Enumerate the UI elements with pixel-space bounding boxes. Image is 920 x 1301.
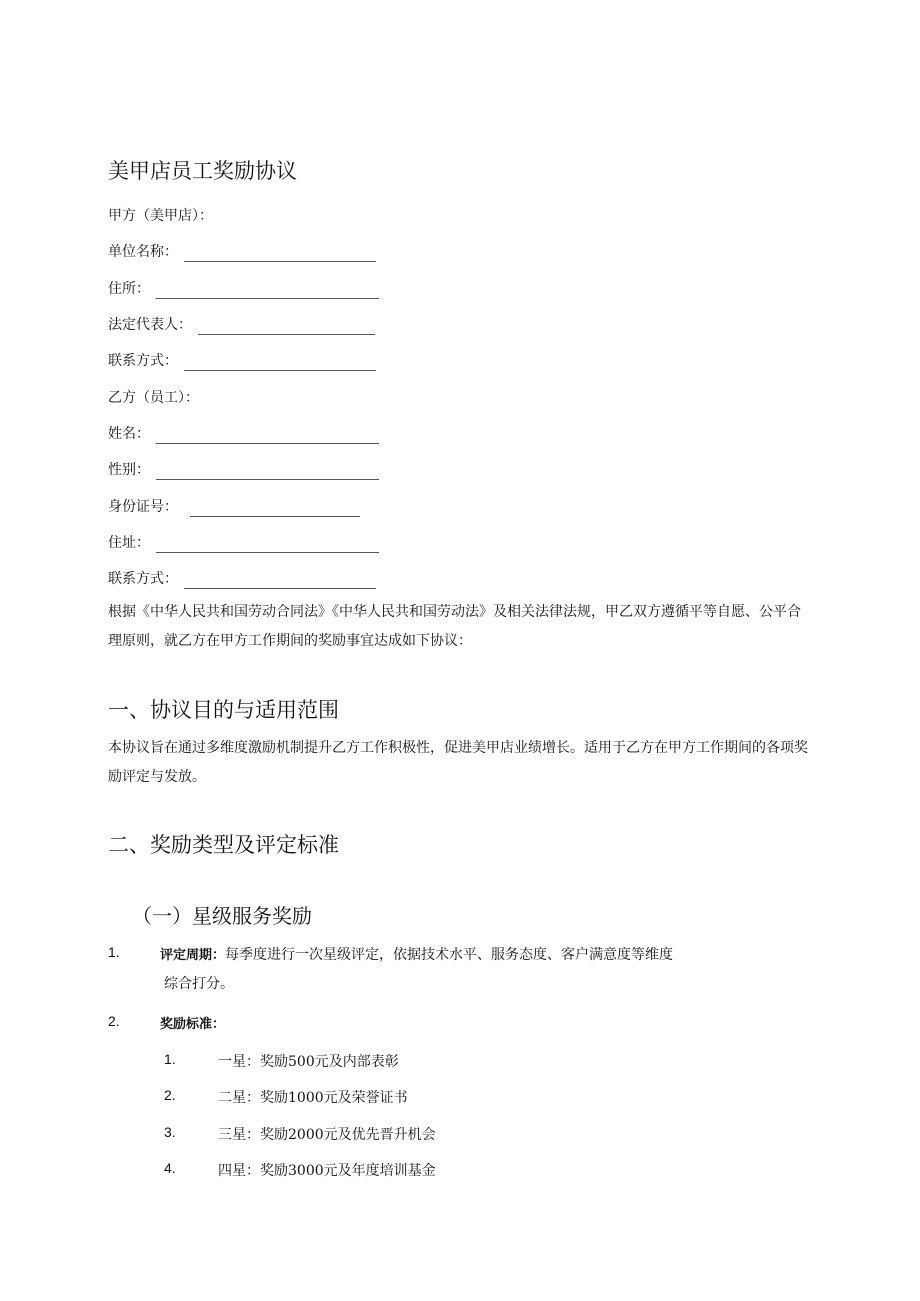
party-b-name-field	[108, 424, 379, 444]
item-text: 每季度进行一次星级评定，依据技术水平、服务态度、客户满意度等维度	[225, 947, 674, 963]
list-item	[108, 1013, 120, 1030]
section-2-heading: 二、奖励类型及评定标准	[108, 833, 339, 857]
fill-line[interactable]	[184, 356, 376, 371]
field-label: 身份证号：	[108, 499, 178, 515]
level-text: 四星：奖励3000元及年度培训基金	[218, 1163, 436, 1179]
level-number: 2.	[164, 1087, 176, 1103]
field-label: 联系方式：	[108, 571, 178, 587]
field-label: 姓名：	[108, 426, 150, 442]
field-label: 联系方式：	[108, 353, 178, 369]
fill-line[interactable]	[156, 284, 379, 299]
section-1-heading: 一、协议目的与适用范围	[108, 698, 339, 722]
section-1-body: 本协议旨在通过多维度激励机制提升乙方工作积极性，促进美甲店业绩增长。适用于乙方在甲方工作期间的各项奖励评定与发放。	[108, 740, 808, 785]
level-text: 一星：奖励500元及内部表彰	[218, 1054, 399, 1070]
level-number: 3.	[164, 1124, 176, 1140]
level-number: 4.	[164, 1160, 176, 1176]
party-b-contact-field	[108, 569, 376, 589]
party-a-heading: 甲方（美甲店）：	[108, 208, 213, 224]
field-label: 单位名称：	[108, 244, 178, 260]
party-a-contact-field	[108, 351, 376, 371]
party-b-heading: 乙方（员工）：	[108, 390, 199, 406]
item-number: 2.	[108, 1013, 120, 1029]
item-number: 1.	[108, 944, 120, 960]
party-b-id-field	[108, 497, 360, 517]
fill-line[interactable]	[190, 502, 360, 517]
field-label: 住所：	[108, 281, 150, 297]
preamble-paragraph: 根据《中华人民共和国劳动合同法》《中华人民共和国劳动法》及相关法律法规，甲乙双方遵循平等自愿、公平合理原则，就乙方在甲方工作期间的奖励事宜达成如下协议：	[108, 604, 801, 649]
item-text-continued: 综合打分。	[164, 976, 234, 992]
fill-line[interactable]	[156, 538, 379, 553]
field-label: 性别：	[108, 462, 150, 478]
party-a-rep-field	[108, 315, 375, 335]
field-label: 法定代表人：	[108, 317, 192, 333]
party-b-gender-field	[108, 460, 379, 480]
party-a-address-field	[108, 279, 379, 299]
field-label: 住址：	[108, 535, 150, 551]
level-text: 三星：奖励2000元及优先晋升机会	[218, 1127, 436, 1143]
item-label: 评定周期：	[160, 948, 226, 963]
subsection-1-heading: （一）星级服务奖励	[132, 904, 312, 928]
level-number: 1.	[164, 1051, 176, 1067]
list-item	[108, 944, 120, 961]
fill-line[interactable]	[198, 320, 375, 335]
list-item-content	[160, 944, 673, 964]
party-b-address-field	[108, 533, 379, 553]
fill-line[interactable]	[184, 247, 376, 262]
level-text: 二星：奖励1000元及荣誉证书	[218, 1090, 408, 1106]
item-label: 奖励标准：	[160, 1017, 226, 1032]
list-item-content	[160, 1013, 225, 1032]
page-title: 美甲店员工奖励协议	[108, 159, 297, 183]
fill-line[interactable]	[156, 429, 379, 444]
party-a-name-field	[108, 242, 376, 262]
fill-line[interactable]	[184, 574, 376, 589]
fill-line[interactable]	[156, 465, 379, 480]
